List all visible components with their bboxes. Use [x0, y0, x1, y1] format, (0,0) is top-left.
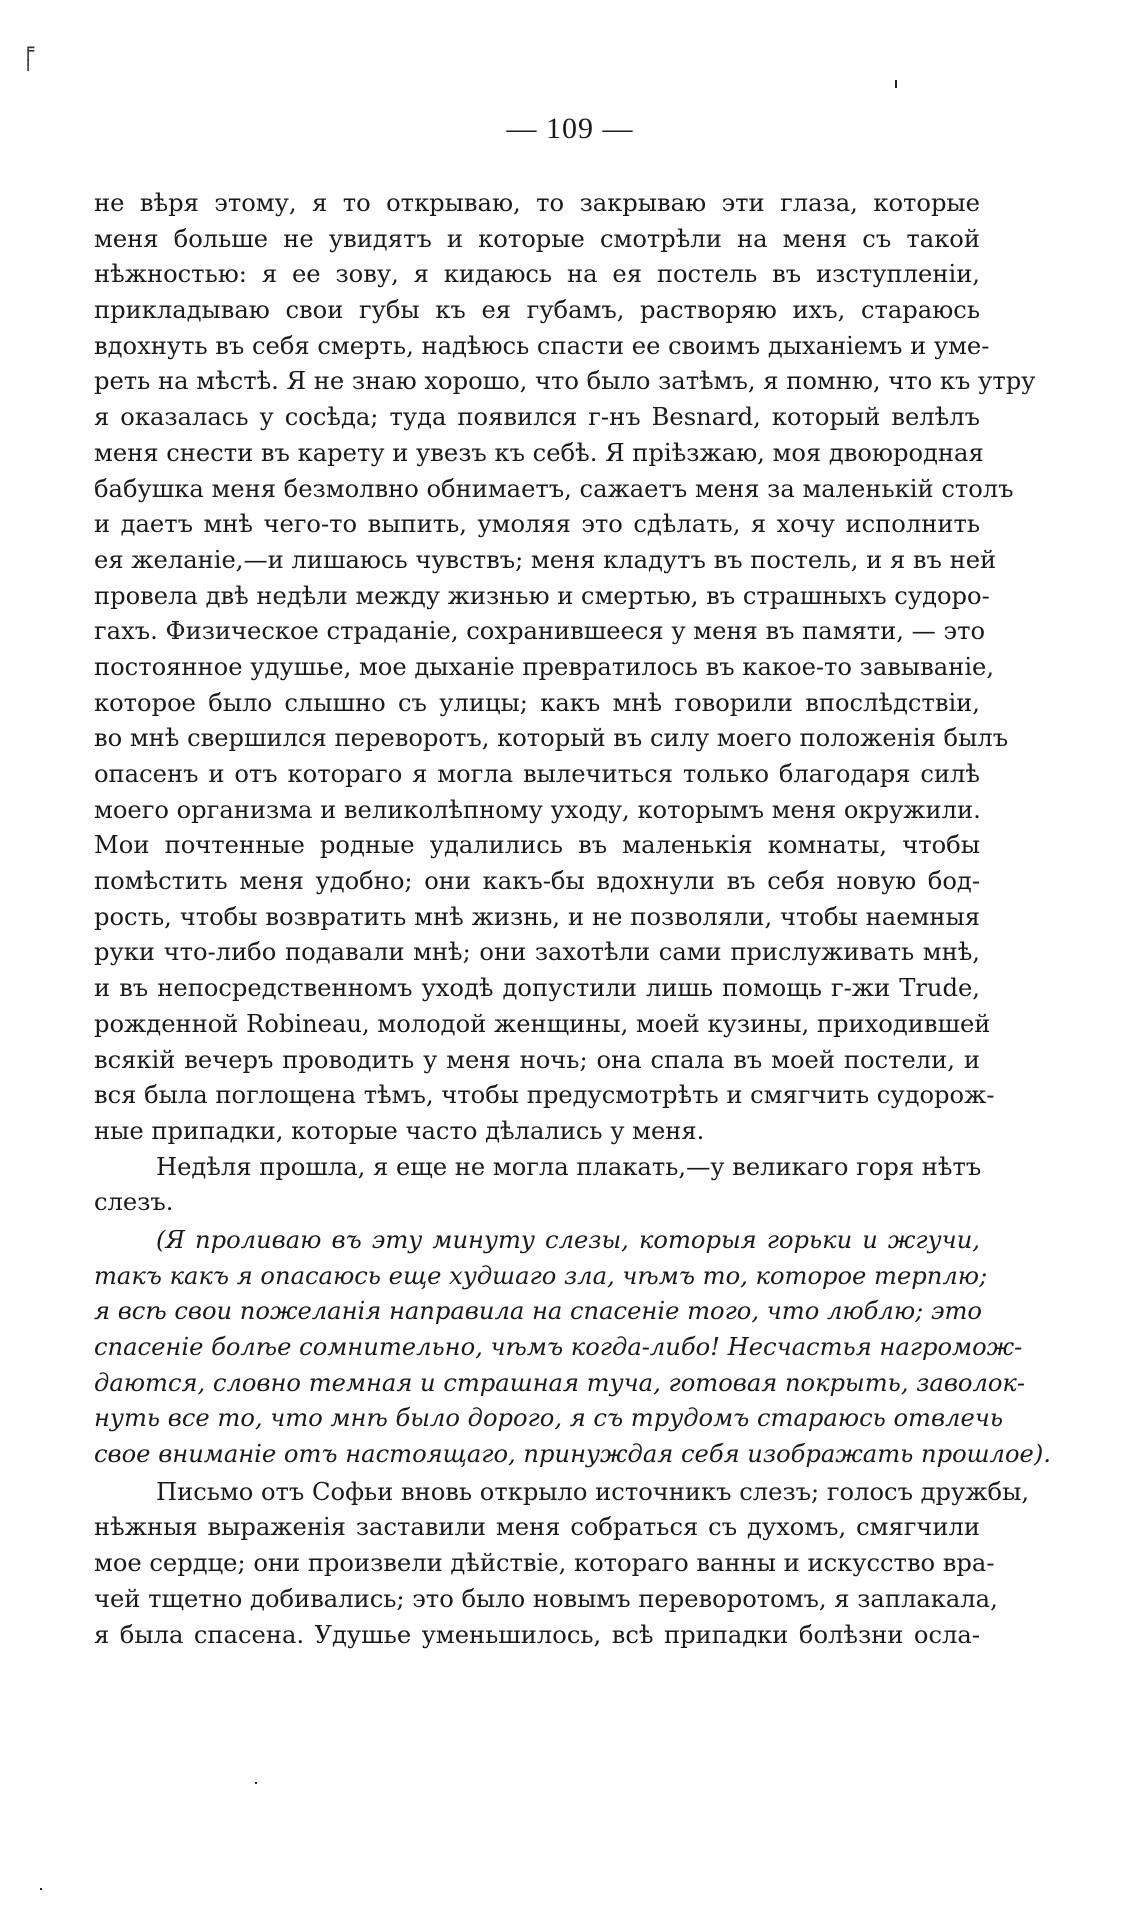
text-line: провела двѣ недѣли между жизнью и смертью, въ страшныхъ судоро-: [94, 581, 990, 610]
text-line: рость, чтобы возвратить мнѣ жизнь, и не позволяли, чтобы наемныя: [94, 902, 980, 931]
text-line: мое сердце; они произвели дѣйствіе, котораго ванны и искусство вра-: [94, 1549, 995, 1578]
text-line: Письмо отъ Софьи вновь открыло источникъ слезъ; голосъ дружбы,: [156, 1477, 1030, 1506]
italic-paragraph: [94, 1223, 1051, 1473]
page-body: [94, 186, 1051, 1653]
text-line: и въ непосредственномъ уходѣ допустили лишь помощь г-жи Trude,: [94, 974, 980, 1003]
text-line: такъ какъ я опасаюсь еще худшаго зла, чѣмъ то, которое терплю;: [94, 1261, 988, 1290]
text-line: нѣжностью: я ее зову, я кидаюсь на ея постель въ изступленіи,: [94, 260, 980, 289]
text-line: ея желаніе,—и лишаюсь чувствъ; меня кладутъ въ постель, и я въ ней: [94, 545, 997, 574]
text-line: нуть все то, что мнѣ было дорого, я съ трудомъ стараюсь отвлечь: [94, 1404, 1003, 1433]
text-line: и даетъ мнѣ чего-то выпить, умоляя это сдѣлать, я хочу исполнить: [94, 510, 980, 539]
text-line: я оказалась у сосѣда; туда появился г-нъ Besnard, который велѣлъ: [94, 403, 980, 432]
text-line: руки что-либо подавали мнѣ; они захотѣли сами прислуживать мнѣ,: [94, 938, 980, 967]
text-line: моего организма и великолѣпному уходу, которымъ меня окружили.: [94, 795, 981, 824]
text-line: прикладываю свои губы къ ея губамъ, растворяю ихъ, стараюсь: [94, 296, 980, 325]
paragraph: [94, 186, 1036, 1150]
text-line: ные припадки, которые часто дѣлались у меня.: [94, 1116, 705, 1145]
scan-speck: [40, 1888, 42, 1890]
text-line: вся была поглощена тѣмъ, чтобы предусмотрѣть и смягчить судорож-: [94, 1081, 995, 1110]
text-line: даются, словно темная и страшная туча, готовая покрыть, заволок-: [94, 1368, 1026, 1397]
scan-speck: [895, 80, 897, 88]
paragraph: [94, 1475, 1030, 1653]
text-line: меня снести въ карету и увезъ къ себѣ. Я пріѣзжаю, моя двоюродная: [94, 438, 984, 467]
text-line: опасенъ и отъ котораго я могла вылечиться только благодаря силѣ: [94, 760, 980, 788]
text-line: меня больше не увидятъ и которые смотрѣли на меня съ такой: [94, 224, 980, 253]
text-line: слезъ.: [94, 1188, 174, 1217]
text-line: помѣстить меня удобно; они какъ-бы вдохнули въ себя новую бод-: [94, 867, 980, 896]
text-line: рожденной Robineau, молодой женщины, моей кузины, приходившей: [94, 1009, 991, 1038]
text-line: Недѣля прошла, я еще не могла плакать,—у великаго горя нѣтъ: [156, 1152, 982, 1181]
text-line: не вѣря этому, я то открываю, то закрываю эти глаза, которые: [94, 189, 980, 217]
scan-artifact-mark: ╒ ╵: [22, 37, 35, 83]
text-line: во мнѣ свершился переворотъ, который въ силу моего положенія былъ: [94, 724, 1009, 753]
paragraph: [94, 1150, 980, 1221]
text-line: которое было слышно съ улицы; какъ мнѣ говорили впослѣдствіи,: [94, 688, 980, 717]
text-line: (Я проливаю въ эту минуту слезы, которыя горьки и жгучи,: [156, 1225, 980, 1254]
text-line: бабушка меня безмолвно обнимаетъ, сажаетъ меня за маленькій столъ: [94, 474, 1014, 503]
text-line: вдохнуть въ себя смерть, надѣюсь спасти ее своимъ дыханіемъ и уме-: [94, 331, 990, 360]
text-line: всякій вечеръ проводить у меня ночь; она спала въ моей постели, и: [94, 1045, 980, 1074]
text-line: я была спасена. Удушье уменьшилось, всѣ припадки болѣзни осла-: [94, 1620, 980, 1649]
text-line: гахъ. Физическое страданіе, сохранившееся у меня въ памяти, — это: [94, 617, 986, 646]
text-line: нѣжныя выраженія заставили меня собраться съ духомъ, смягчили: [94, 1513, 980, 1542]
page-number: — 109 —: [506, 112, 634, 145]
scan-speck: [255, 1782, 257, 1784]
text-line: чей тщетно добивались; это было новымъ переворотомъ, я заплакала,: [94, 1584, 998, 1613]
text-line: постоянное удушье, мое дыханіе превратилось въ какое-то завываніе,: [94, 652, 995, 681]
text-line: Мои почтенные родные удалились въ маленькія комнаты, чтобы: [94, 831, 980, 860]
text-line: я всѣ свои пожеланія направила на спасеніе того, что люблю; это: [94, 1297, 982, 1326]
text-line: спасеніе болѣе сомнительно, чѣмъ когда-либо! Несчастья нагромож-: [94, 1333, 1023, 1361]
text-line: свое вниманіе отъ настоящаго, принуждая себя изображать прошлое).: [94, 1440, 1051, 1469]
text-line: реть на мѣстѣ. Я не знаю хорошо, что было затѣмъ, я помню, что къ утру: [94, 367, 1036, 396]
